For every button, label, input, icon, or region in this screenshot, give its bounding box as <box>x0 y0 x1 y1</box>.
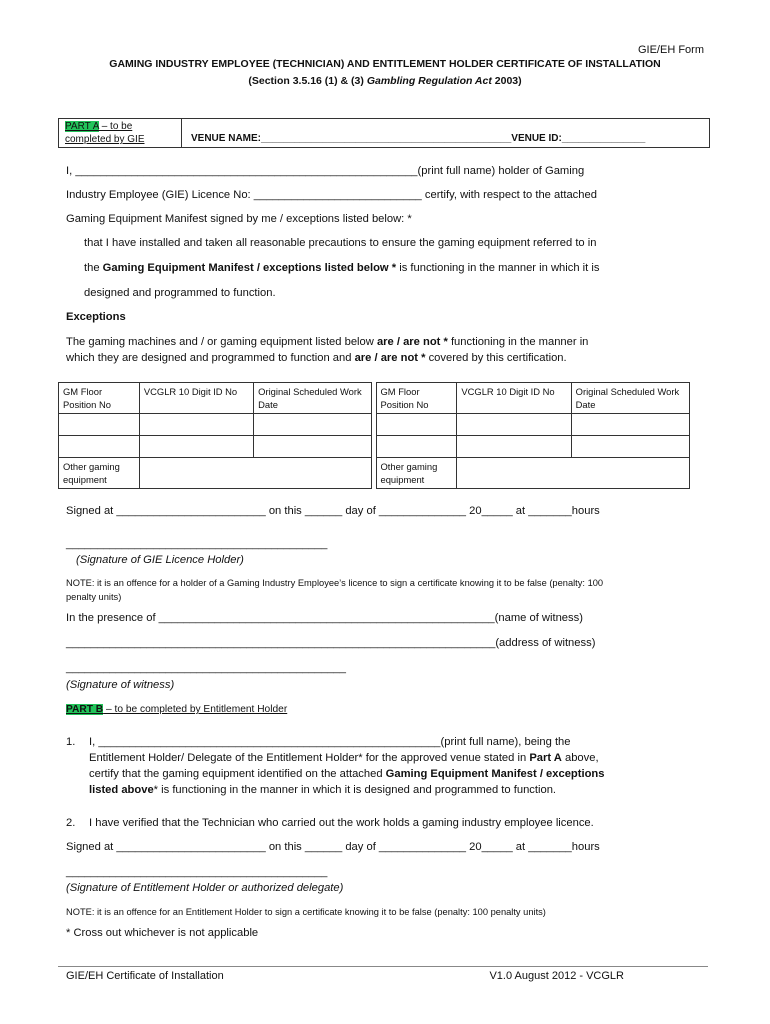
eh-signature-label: (Signature of Entitlement Holder or authorized delegate) <box>66 882 344 894</box>
exceptions-line-2: which they are designed and programmed to function and are / are not * covered by this certification. <box>66 352 567 364</box>
cert-line-1[interactable]: I, _______________________________________________________(print full name) holder of Gaming <box>66 165 585 177</box>
part-b-heading: PART B – to be completed by Entitlement Holder <box>66 704 288 715</box>
table-cell[interactable] <box>254 436 372 458</box>
table-cell[interactable] <box>571 436 689 458</box>
item-1-line-2: Entitlement Holder/ Delegate of the Entitlement Holder* for the approved venue stated in Part A above, <box>89 752 599 764</box>
witness-name-line[interactable]: In the presence of ______________________________________________________(name of witness) <box>66 612 583 624</box>
col-header-vcglr-id: VCGLR 10 Digit ID No <box>139 383 253 414</box>
cert-line-4: that I have installed and taken all reasonable precautions to ensure the gaming equipment referred to in <box>84 237 597 249</box>
form-code: GIE/EH Form <box>637 44 704 56</box>
cert-line-2[interactable]: Industry Employee (GIE) Licence No: ___________________________ certify, with respect to the attached <box>66 189 597 201</box>
witness-signature-rule[interactable]: _____________________________________________ <box>66 662 346 674</box>
crossout-note: * Cross out whichever is not applicable <box>66 927 259 939</box>
item-1-line-1[interactable]: I, _______________________________________________________(print full name), being the <box>89 736 571 748</box>
item-1-number: 1. <box>66 736 76 748</box>
exceptions-table <box>58 382 690 489</box>
other-equipment-cell[interactable] <box>457 458 690 489</box>
table-cell[interactable] <box>139 436 253 458</box>
part-a-box <box>58 118 710 148</box>
cert-line-5: the Gaming Equipment Manifest / exceptions listed below * is functioning in the manner in which it is <box>84 262 600 274</box>
note-gie-offence-cont: penalty units) <box>66 592 122 602</box>
table-cell[interactable] <box>59 436 140 458</box>
part-a-label: PART A – to be completed by GIE <box>59 119 182 147</box>
item-2-text: I have verified that the Technician who carried out the work holds a gaming industry employee licence. <box>89 817 594 829</box>
footer-right: V1.0 August 2012 - VCGLR <box>489 970 624 982</box>
eh-signature-rule[interactable]: __________________________________________ <box>66 866 328 878</box>
other-equipment-label: Other gaming equipment <box>376 458 457 489</box>
footer-left: GIE/EH Certificate of Installation <box>66 970 224 982</box>
item-1-line-4: listed above* is functioning in the manner in which it is designed and programmed to function. <box>89 784 557 796</box>
col-header-vcglr-id: VCGLR 10 Digit ID No <box>457 383 571 414</box>
cert-line-3: Gaming Equipment Manifest signed by me / exceptions listed below: * <box>66 213 412 225</box>
note-gie-offence: NOTE: it is an offence for a holder of a Gaming Industry Employee’s licence to sign a certificate knowing it to be false (penalty: 100 <box>66 578 604 588</box>
table-cell[interactable] <box>376 414 457 436</box>
witness-address-line[interactable]: _____________________________________________________________________(address of witness) <box>66 637 596 649</box>
exceptions-line-1: The gaming machines and / or gaming equipment listed below are / are not * functioning in the manner in <box>66 336 589 348</box>
table-cell[interactable] <box>457 436 571 458</box>
cert-line-6: designed and programmed to function. <box>84 287 276 299</box>
gie-signature-rule[interactable]: __________________________________________ <box>66 538 328 550</box>
note-eh-offence: NOTE: it is an offence for an Entitlement Holder to sign a certificate knowing it to be false (penalty: 100 penalty units) <box>66 907 546 917</box>
col-header-work-date: Original Scheduled Work Date <box>254 383 372 414</box>
form-subtitle: (Section 3.5.16 (1) & (3) Gambling Regulation Act 2003) <box>248 75 522 87</box>
eh-signed-at-line[interactable]: Signed at ________________________ on this ______ day of ______________ 20_____ at _______hours <box>66 841 600 853</box>
table-cell[interactable] <box>254 414 372 436</box>
form-title: GAMING INDUSTRY EMPLOYEE (TECHNICIAN) AND ENTITLEMENT HOLDER CERTIFICATE OF INSTALLATION <box>109 58 661 70</box>
exceptions-heading: Exceptions <box>66 311 126 323</box>
other-equipment-label: Other gaming equipment <box>59 458 140 489</box>
witness-signature-label: (Signature of witness) <box>66 679 175 691</box>
col-header-floor-position: GM Floor Position No <box>376 383 457 414</box>
table-cell[interactable] <box>139 414 253 436</box>
table-cell[interactable] <box>376 436 457 458</box>
other-equipment-cell[interactable] <box>139 458 372 489</box>
table-cell[interactable] <box>571 414 689 436</box>
table-cell[interactable] <box>59 414 140 436</box>
gie-signature-label: (Signature of GIE Licence Holder) <box>76 554 244 566</box>
col-header-work-date: Original Scheduled Work Date <box>571 383 689 414</box>
table-cell[interactable] <box>457 414 571 436</box>
venue-field[interactable]: VENUE NAME:_____________________________________________VENUE ID:_______________ <box>191 133 646 144</box>
item-2-number: 2. <box>66 817 76 829</box>
col-header-floor-position: GM Floor Position No <box>59 383 140 414</box>
footer-divider <box>58 966 708 967</box>
item-1-line-3: certify that the gaming equipment identified on the attached Gaming Equipment Manifest / exceptions <box>89 768 605 780</box>
gie-signed-at-line[interactable]: Signed at ________________________ on this ______ day of ______________ 20_____ at _______hours <box>66 505 600 517</box>
